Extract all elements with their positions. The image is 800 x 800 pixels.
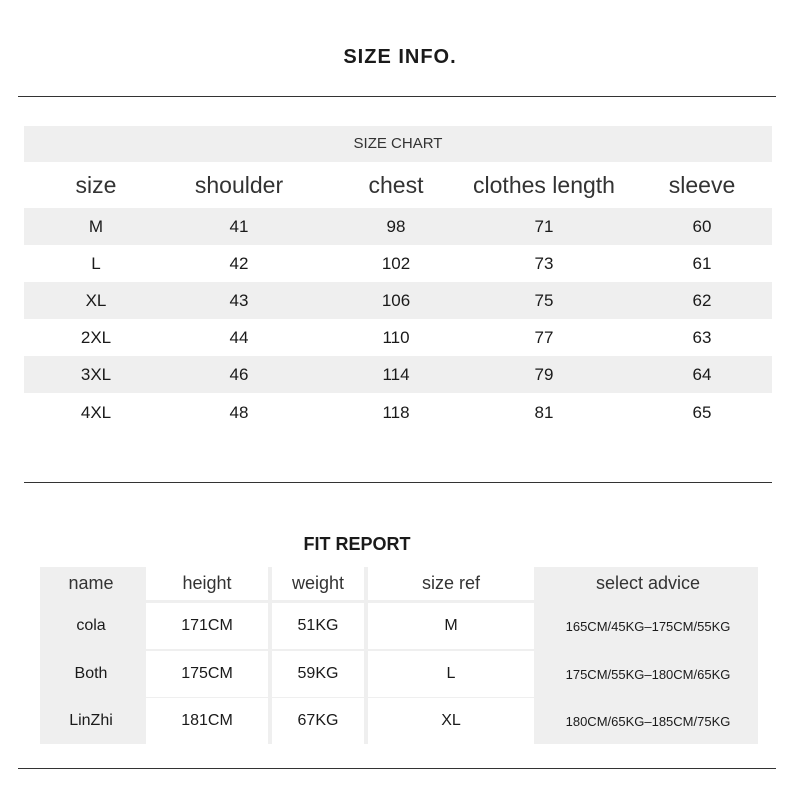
cell-size-ref: M (368, 603, 534, 649)
cell-shoulder: 48 (229, 403, 249, 422)
header-height: height (146, 567, 268, 600)
header-chest: chest (368, 171, 424, 198)
size-chart-header (24, 162, 772, 208)
top-divider (18, 96, 776, 97)
cell-select-advice: 165CM/45KG–175CM/55KG (565, 618, 731, 634)
cell-chest: 102 (381, 253, 411, 273)
size-chart (24, 126, 772, 433)
cell-chest: 98 (386, 216, 406, 236)
header-sleeve: sleeve (668, 171, 736, 198)
cell-name: Both (74, 665, 108, 682)
cell-size-ref: XL (368, 698, 534, 744)
cell-height: 181CM (146, 698, 268, 744)
fit-column-size-ref (368, 567, 534, 744)
page-title: SIZE INFO. (343, 46, 457, 68)
table-row (24, 208, 772, 245)
cell-size: XL (85, 290, 107, 310)
cell-chest: 114 (382, 364, 410, 384)
cell-size: 2XL (80, 327, 112, 347)
header-select-advice: select advice (595, 573, 701, 593)
cell-clothes-length: 71 (534, 216, 554, 236)
header-weight: weight (272, 567, 364, 600)
table-row (24, 282, 772, 319)
cell-size: M (88, 216, 104, 236)
bottom-divider (18, 768, 776, 769)
cell-shoulder: 41 (229, 216, 249, 236)
cell-select-advice: 180CM/65KG–185CM/75KG (565, 713, 731, 729)
cell-size: 4XL (80, 403, 112, 422)
cell-name: cola (76, 617, 106, 634)
header-name: name (68, 573, 114, 593)
fit-report-table (40, 567, 758, 744)
cell-shoulder: 42 (229, 253, 249, 273)
cell-shoulder: 44 (229, 327, 249, 347)
table-row (24, 245, 772, 282)
cell-height: 171CM (146, 603, 268, 649)
cell-weight: 59KG (272, 651, 364, 697)
cell-size: 3XL (80, 364, 112, 384)
fit-column-weight (272, 567, 364, 744)
fit-column-select-advice (538, 567, 758, 744)
cell-sleeve: 60 (692, 216, 712, 236)
cell-size: L (91, 253, 101, 273)
cell-clothes-length: 77 (534, 327, 554, 347)
cell-sleeve: 62 (692, 290, 712, 310)
cell-name: LinZhi (69, 712, 113, 729)
cell-weight: 51KG (272, 603, 364, 649)
cell-sleeve: 65 (692, 403, 712, 422)
middle-divider (24, 482, 772, 483)
cell-height: 175CM (146, 651, 268, 697)
cell-clothes-length: 81 (534, 403, 554, 422)
table-row (24, 319, 772, 356)
cell-sleeve: 64 (692, 364, 712, 384)
header-shoulder: shoulder (194, 171, 284, 198)
cell-sleeve: 63 (692, 327, 712, 347)
cell-chest: 106 (381, 290, 411, 310)
cell-size-ref: L (368, 651, 534, 697)
cell-sleeve: 61 (692, 253, 712, 273)
header-size: size (75, 171, 117, 198)
cell-weight: 67KG (272, 698, 364, 744)
cell-shoulder: 43 (229, 290, 249, 310)
cell-select-advice: 175CM/55KG–180CM/65KG (565, 666, 731, 682)
fit-column-name (40, 567, 142, 744)
table-row (24, 393, 772, 433)
fit-column-height (146, 567, 268, 744)
table-row (24, 356, 772, 393)
header-size-ref: size ref (368, 567, 534, 600)
cell-chest: 118 (382, 403, 410, 422)
cell-chest: 110 (382, 327, 410, 347)
cell-shoulder: 46 (229, 364, 249, 384)
size-chart-title: SIZE CHART (24, 126, 772, 162)
cell-clothes-length: 73 (534, 253, 554, 273)
fit-report-title: FIT REPORT (303, 534, 411, 554)
cell-clothes-length: 79 (534, 364, 554, 384)
header-clothes-length: clothes length (473, 171, 615, 198)
cell-clothes-length: 75 (534, 290, 554, 310)
